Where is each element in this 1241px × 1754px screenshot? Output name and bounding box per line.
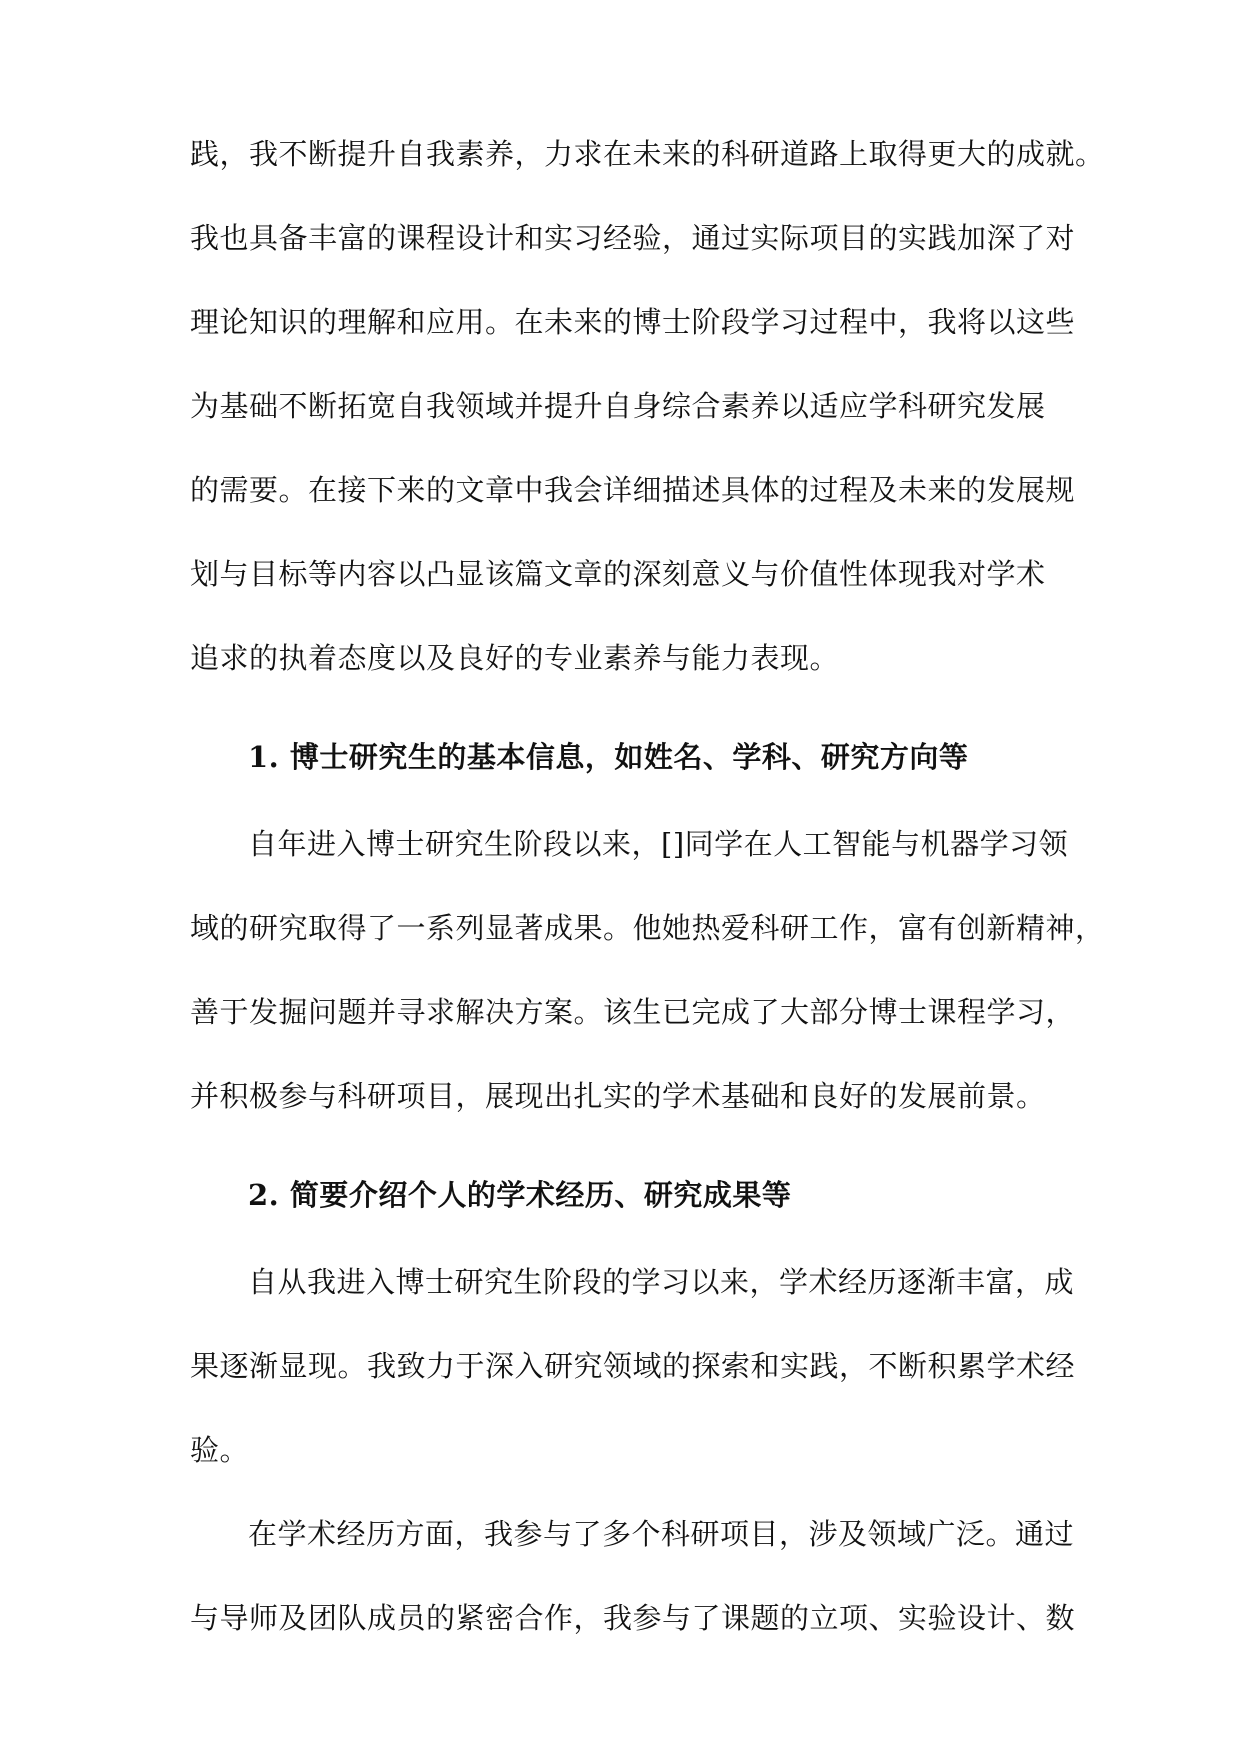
intro-line-7: 追求的执着态度以及良好的专业素养与能力表现。 [190, 641, 840, 675]
section-2-p2-line-1: 在学术经历方面，我参与了多个科研项目，涉及领域广泛。通过 [248, 1517, 1075, 1551]
section-2-p1-line-3: 验。 [190, 1433, 250, 1467]
section-2-p1-line-2: 果逐渐显现。我致力于深入研究领域的探索和实践，不断积累学术经 [190, 1349, 1076, 1383]
intro-line-4: 为基础不断拓宽自我领域并提升自身综合素养以适应学科研究发展 [190, 389, 1046, 423]
section-1-line-1: 自年进入博士研究生阶段以来，[]同学在人工智能与机器学习领 [248, 827, 1069, 861]
intro-line-1: 践，我不断提升自我素养，力求在未来的科研道路上取得更大的成就。 [190, 137, 1105, 171]
intro-line-6: 划与目标等内容以凸显该篇文章的深刻意义与价值性体现我对学术 [190, 557, 1046, 591]
section-1-line-4: 并积极参与科研项目，展现出扎实的学术基础和良好的发展前景。 [190, 1079, 1046, 1113]
intro-line-5: 的需要。在接下来的文章中我会详细描述具体的过程及未来的发展规 [190, 473, 1076, 507]
section-2-p2-line-2: 与导师及团队成员的紧密合作，我参与了课题的立项、实验设计、数 [190, 1601, 1076, 1635]
intro-line-3: 理论知识的理解和应用。在未来的博士阶段学习过程中，我将以这些 [190, 305, 1076, 339]
intro-line-2: 我也具备丰富的课程设计和实习经验，通过实际项目的实践加深了对 [190, 221, 1076, 255]
section-1-heading: 1. 博士研究生的基本信息，如姓名、学科、研究方向等 [248, 740, 969, 774]
section-1-line-3: 善于发掘问题并寻求解决方案。该生已完成了大部分博士课程学习， [190, 995, 1076, 1029]
section-1-line-2: 域的研究取得了一系列显著成果。他她热爱科研工作，富有创新精神， [190, 911, 1105, 945]
section-2-p1-line-1: 自从我进入博士研究生阶段的学习以来，学术经历逐渐丰富，成 [248, 1265, 1075, 1299]
section-2-heading: 2. 简要介绍个人的学术经历、研究成果等 [248, 1178, 792, 1212]
